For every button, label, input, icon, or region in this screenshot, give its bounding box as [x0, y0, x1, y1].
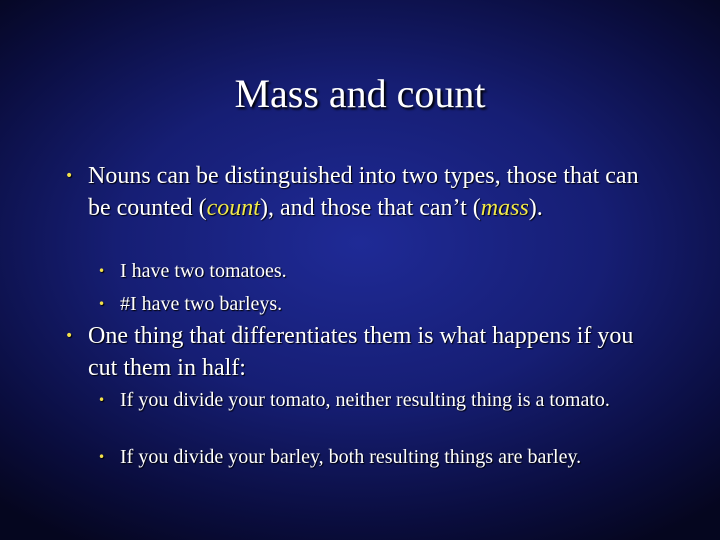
- bullet-marker-icon: •: [98, 393, 106, 407]
- bullet-marker-icon: •: [98, 297, 106, 311]
- bullet-text: One thing that differentiates them is what happens if you cut them in half:: [88, 323, 634, 381]
- slide-title: Mass and count: [234, 71, 486, 116]
- bullet-text: ), and those that can’t (: [259, 195, 481, 221]
- sub-bullet-text: #I have two barleys.: [120, 293, 283, 315]
- bullet-marker-icon: •: [98, 450, 106, 464]
- emphasis-count: count: [206, 195, 260, 221]
- sub-bullet-text: If you divide your barley, both resulting things are barley.: [120, 446, 582, 468]
- bullet-cut-in-half: [65, 320, 668, 384]
- bullet-marker-icon: •: [65, 168, 74, 184]
- bullet-text: Nouns can be distinguished into two types, those that can be counted (: [88, 163, 639, 221]
- bullet-text: ).: [528, 195, 543, 221]
- bullet-marker-icon: •: [65, 328, 74, 344]
- sub-bullet-divide-barley: [98, 444, 660, 470]
- emphasis-mass: mass: [480, 195, 529, 221]
- sub-bullet-tomatoes: [98, 258, 640, 284]
- sub-bullet-text: I have two tomatoes.: [120, 260, 287, 282]
- bullet-marker-icon: •: [98, 264, 106, 278]
- sub-bullet-text: If you divide your tomato, neither resulting thing is a tomato.: [120, 389, 610, 411]
- sub-bullet-divide-tomato: [98, 387, 660, 413]
- sub-bullet-barleys: [98, 291, 640, 317]
- bullet-nouns-types: [65, 160, 658, 224]
